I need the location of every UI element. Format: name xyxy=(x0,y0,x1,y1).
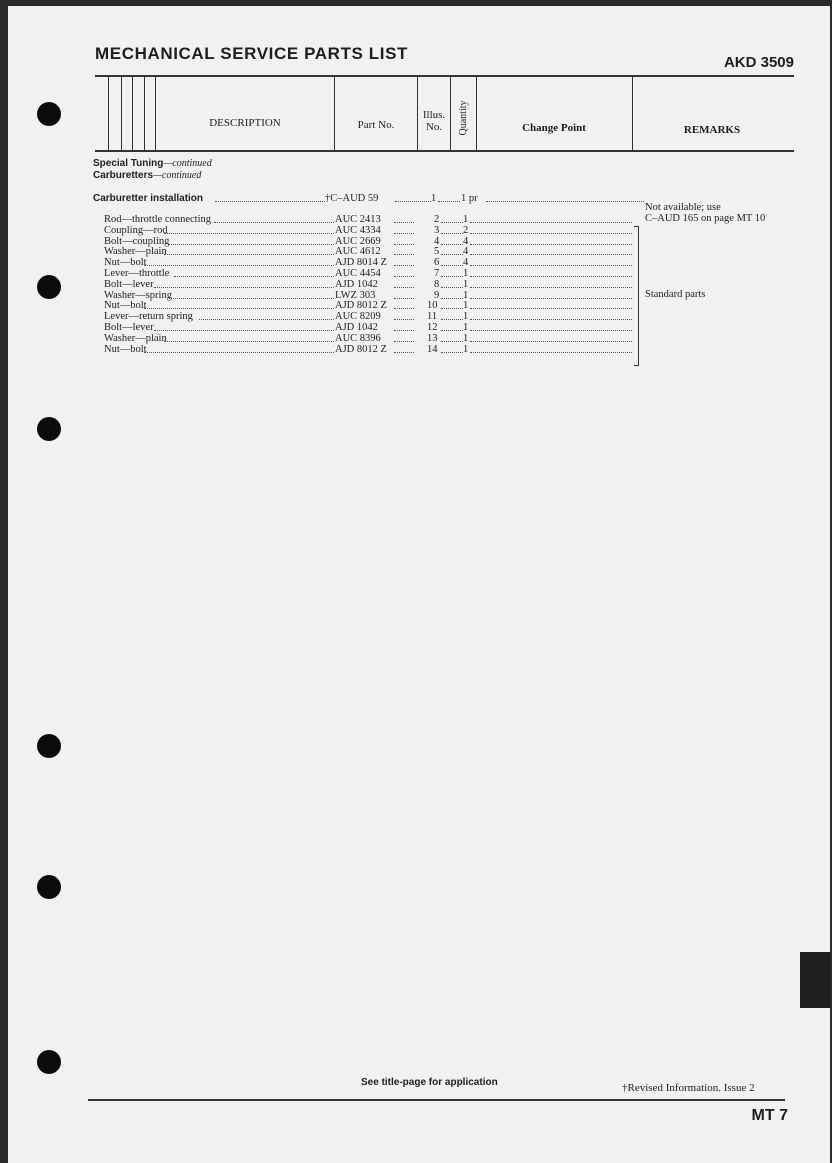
part-row xyxy=(104,246,634,257)
group-remark: Standard parts xyxy=(645,289,706,300)
section-title-special-tuning: Special Tuning xyxy=(93,158,164,169)
part-number: AJD 8012 Z xyxy=(335,343,387,355)
header-top-rule xyxy=(95,75,794,77)
part-illus-no: 4 xyxy=(434,235,440,247)
group-bracket xyxy=(634,226,639,366)
column-divider xyxy=(632,77,633,150)
part-row xyxy=(104,257,634,268)
part-description: Lever—return spring xyxy=(104,311,193,323)
leader-dots xyxy=(394,330,414,331)
leader-dots xyxy=(470,330,632,331)
column-divider xyxy=(108,77,109,150)
part-description: Coupling—rod xyxy=(104,224,168,236)
leader-dots xyxy=(441,319,463,320)
leader-dots xyxy=(394,233,414,234)
part-illus-no: 11 xyxy=(427,311,438,323)
leader-dots xyxy=(441,287,463,288)
leader-dots xyxy=(394,222,414,223)
leader-dots xyxy=(164,233,334,234)
leader-dots xyxy=(199,319,334,320)
part-row xyxy=(104,268,634,279)
part-description: Rod—throttle connecting xyxy=(104,214,212,225)
footer-note: See title-page for application xyxy=(361,1077,498,1088)
part-illus-no: 12 xyxy=(427,322,438,333)
column-header-description: DESCRIPTION xyxy=(209,117,281,129)
leader-dots xyxy=(441,308,463,309)
section-continued-2: —continued xyxy=(153,170,202,181)
assembly-illus: 1 xyxy=(431,193,437,204)
section-tab-marker xyxy=(800,952,830,1008)
page-title: MECHANICAL SERVICE PARTS LIST xyxy=(95,44,409,63)
part-description: Bolt—coupling xyxy=(104,235,170,247)
leader-dots xyxy=(441,244,463,245)
part-number: AUC 4612 xyxy=(335,246,381,258)
part-number: AUC 2413 xyxy=(335,214,381,225)
revision-note: †Revised Information. Issue 2 xyxy=(622,1082,755,1094)
assembly-remark-line2: C–AUD 165 on page MT 10 xyxy=(645,213,766,224)
assembly-part-no: †C–AUD 59 xyxy=(325,193,379,204)
leader-dots xyxy=(215,201,325,202)
leader-dots xyxy=(164,341,334,342)
part-description: Lever—throttle xyxy=(104,268,170,279)
column-header-part-no: Part No. xyxy=(357,119,395,131)
leader-dots xyxy=(394,341,414,342)
part-row xyxy=(104,300,634,311)
part-quantity: 2 xyxy=(463,224,469,236)
column-divider xyxy=(334,77,335,150)
leader-dots xyxy=(214,222,334,223)
binder-hole xyxy=(37,417,61,441)
column-header-change-point: Change Point xyxy=(522,122,586,134)
part-quantity: 1 xyxy=(463,268,469,279)
part-number: AUC 8396 xyxy=(335,332,381,344)
part-description: Washer—plain xyxy=(104,246,167,258)
part-number: AJD 8012 Z xyxy=(335,300,387,312)
leader-dots xyxy=(470,319,632,320)
leader-dots xyxy=(154,287,334,288)
leader-dots xyxy=(441,254,463,255)
part-number: AUC 8209 xyxy=(335,311,381,323)
part-quantity: 1 xyxy=(463,278,469,290)
document-number: AKD 3509 xyxy=(723,54,794,71)
header-bottom-rule xyxy=(95,150,794,152)
part-description: Nut—bolt xyxy=(104,257,147,269)
part-row xyxy=(104,236,634,247)
leader-dots xyxy=(470,287,632,288)
part-row xyxy=(104,322,634,333)
leader-dots xyxy=(144,265,334,266)
leader-dots xyxy=(441,352,463,353)
part-description: Bolt—lever xyxy=(104,322,154,333)
leader-dots xyxy=(438,201,460,202)
footer-rule xyxy=(88,1099,785,1101)
leader-dots xyxy=(394,298,414,299)
assembly-row xyxy=(93,193,653,204)
section-heading xyxy=(93,158,212,169)
leader-dots xyxy=(441,276,463,277)
part-quantity: 1 xyxy=(463,214,469,225)
part-quantity: 4 xyxy=(463,246,469,258)
leader-dots xyxy=(470,308,632,309)
illus-label-line1: Illus. xyxy=(422,109,446,121)
subsection-heading xyxy=(93,170,201,181)
leader-dots xyxy=(394,319,414,320)
leader-dots xyxy=(394,254,414,255)
leader-dots xyxy=(394,308,414,309)
part-row xyxy=(104,214,634,225)
part-row xyxy=(104,290,634,301)
leader-dots xyxy=(441,298,463,299)
column-divider xyxy=(121,77,122,150)
part-description: Washer—plain xyxy=(104,332,167,344)
column-divider xyxy=(144,77,145,150)
leader-dots xyxy=(174,276,334,277)
part-quantity: 1 xyxy=(463,343,469,355)
part-quantity: 1 xyxy=(463,311,469,323)
part-number: AJD 8014 Z xyxy=(335,257,387,269)
column-header-remarks: REMARKS xyxy=(683,124,741,136)
part-illus-no: 5 xyxy=(434,246,440,258)
leader-dots xyxy=(395,201,431,202)
part-illus-no: 3 xyxy=(434,224,440,236)
leader-dots xyxy=(441,341,463,342)
column-divider xyxy=(450,77,451,150)
illus-label-line2: No. xyxy=(425,121,443,133)
leader-dots xyxy=(470,341,632,342)
binder-hole xyxy=(37,275,61,299)
part-description: Bolt—lever xyxy=(104,278,154,290)
assembly-description: Carburetter installation xyxy=(93,193,204,204)
leader-dots xyxy=(470,298,632,299)
part-row xyxy=(104,311,634,322)
part-quantity: 1 xyxy=(463,289,469,301)
column-header-quantity: Quantity xyxy=(458,100,469,136)
part-number: AUC 4334 xyxy=(335,224,381,236)
binder-hole xyxy=(37,875,61,899)
leader-dots xyxy=(470,265,632,266)
part-quantity: 4 xyxy=(463,257,469,269)
part-description: Nut—bolt xyxy=(104,300,147,312)
part-illus-no: 6 xyxy=(434,257,440,269)
part-number: AUC 2669 xyxy=(335,235,381,247)
leader-dots xyxy=(394,276,414,277)
leader-dots xyxy=(144,308,334,309)
leader-dots xyxy=(470,254,632,255)
part-quantity: 1 xyxy=(463,332,469,344)
leader-dots xyxy=(441,265,463,266)
leader-dots xyxy=(441,330,463,331)
part-number: AJD 1042 xyxy=(335,278,378,290)
leader-dots xyxy=(470,233,632,234)
column-divider xyxy=(132,77,133,150)
leader-dots xyxy=(169,298,334,299)
binder-hole xyxy=(37,1050,61,1074)
leader-dots xyxy=(154,330,334,331)
binder-hole xyxy=(37,734,61,758)
leader-dots xyxy=(486,201,644,202)
leader-dots xyxy=(470,222,632,223)
assembly-qty: 1 pr xyxy=(461,193,478,204)
leader-dots xyxy=(164,254,334,255)
leader-dots xyxy=(394,287,414,288)
part-illus-no: 14 xyxy=(427,343,438,355)
column-header-illus-no xyxy=(418,109,450,133)
leader-dots xyxy=(169,244,334,245)
leader-dots xyxy=(394,265,414,266)
part-row xyxy=(104,344,634,355)
leader-dots xyxy=(470,352,632,353)
leader-dots xyxy=(394,352,414,353)
part-quantity: 1 xyxy=(463,322,469,333)
leader-dots xyxy=(441,222,463,223)
part-illus-no: 10 xyxy=(427,300,438,312)
part-row xyxy=(104,225,634,236)
leader-dots xyxy=(441,233,463,234)
assembly-remark-line1: Not available; use xyxy=(645,202,721,213)
part-quantity: 4 xyxy=(463,235,469,247)
page-number: MT 7 xyxy=(751,1107,788,1124)
column-divider xyxy=(476,77,477,150)
part-illus-no: 8 xyxy=(434,278,440,290)
section-continued-1: —continued xyxy=(163,158,212,169)
part-number: LWZ 303 xyxy=(335,289,376,301)
part-row xyxy=(104,279,634,290)
part-number: AJD 1042 xyxy=(335,322,378,333)
leader-dots xyxy=(470,244,632,245)
part-illus-no: 7 xyxy=(434,268,440,279)
part-description: Washer—spring xyxy=(104,289,172,301)
part-number: AUC 4454 xyxy=(335,268,381,279)
part-illus-no: 9 xyxy=(434,289,440,301)
part-row xyxy=(104,333,634,344)
column-divider xyxy=(155,77,156,150)
leader-dots xyxy=(470,276,632,277)
part-illus-no: 2 xyxy=(434,214,440,225)
section-title-carburetters: Carburetters xyxy=(93,170,154,181)
leader-dots xyxy=(394,244,414,245)
part-quantity: 1 xyxy=(463,300,469,312)
part-illus-no: 13 xyxy=(427,332,438,344)
binder-hole xyxy=(37,102,61,126)
leader-dots xyxy=(144,352,334,353)
part-description: Nut—bolt xyxy=(104,343,147,355)
